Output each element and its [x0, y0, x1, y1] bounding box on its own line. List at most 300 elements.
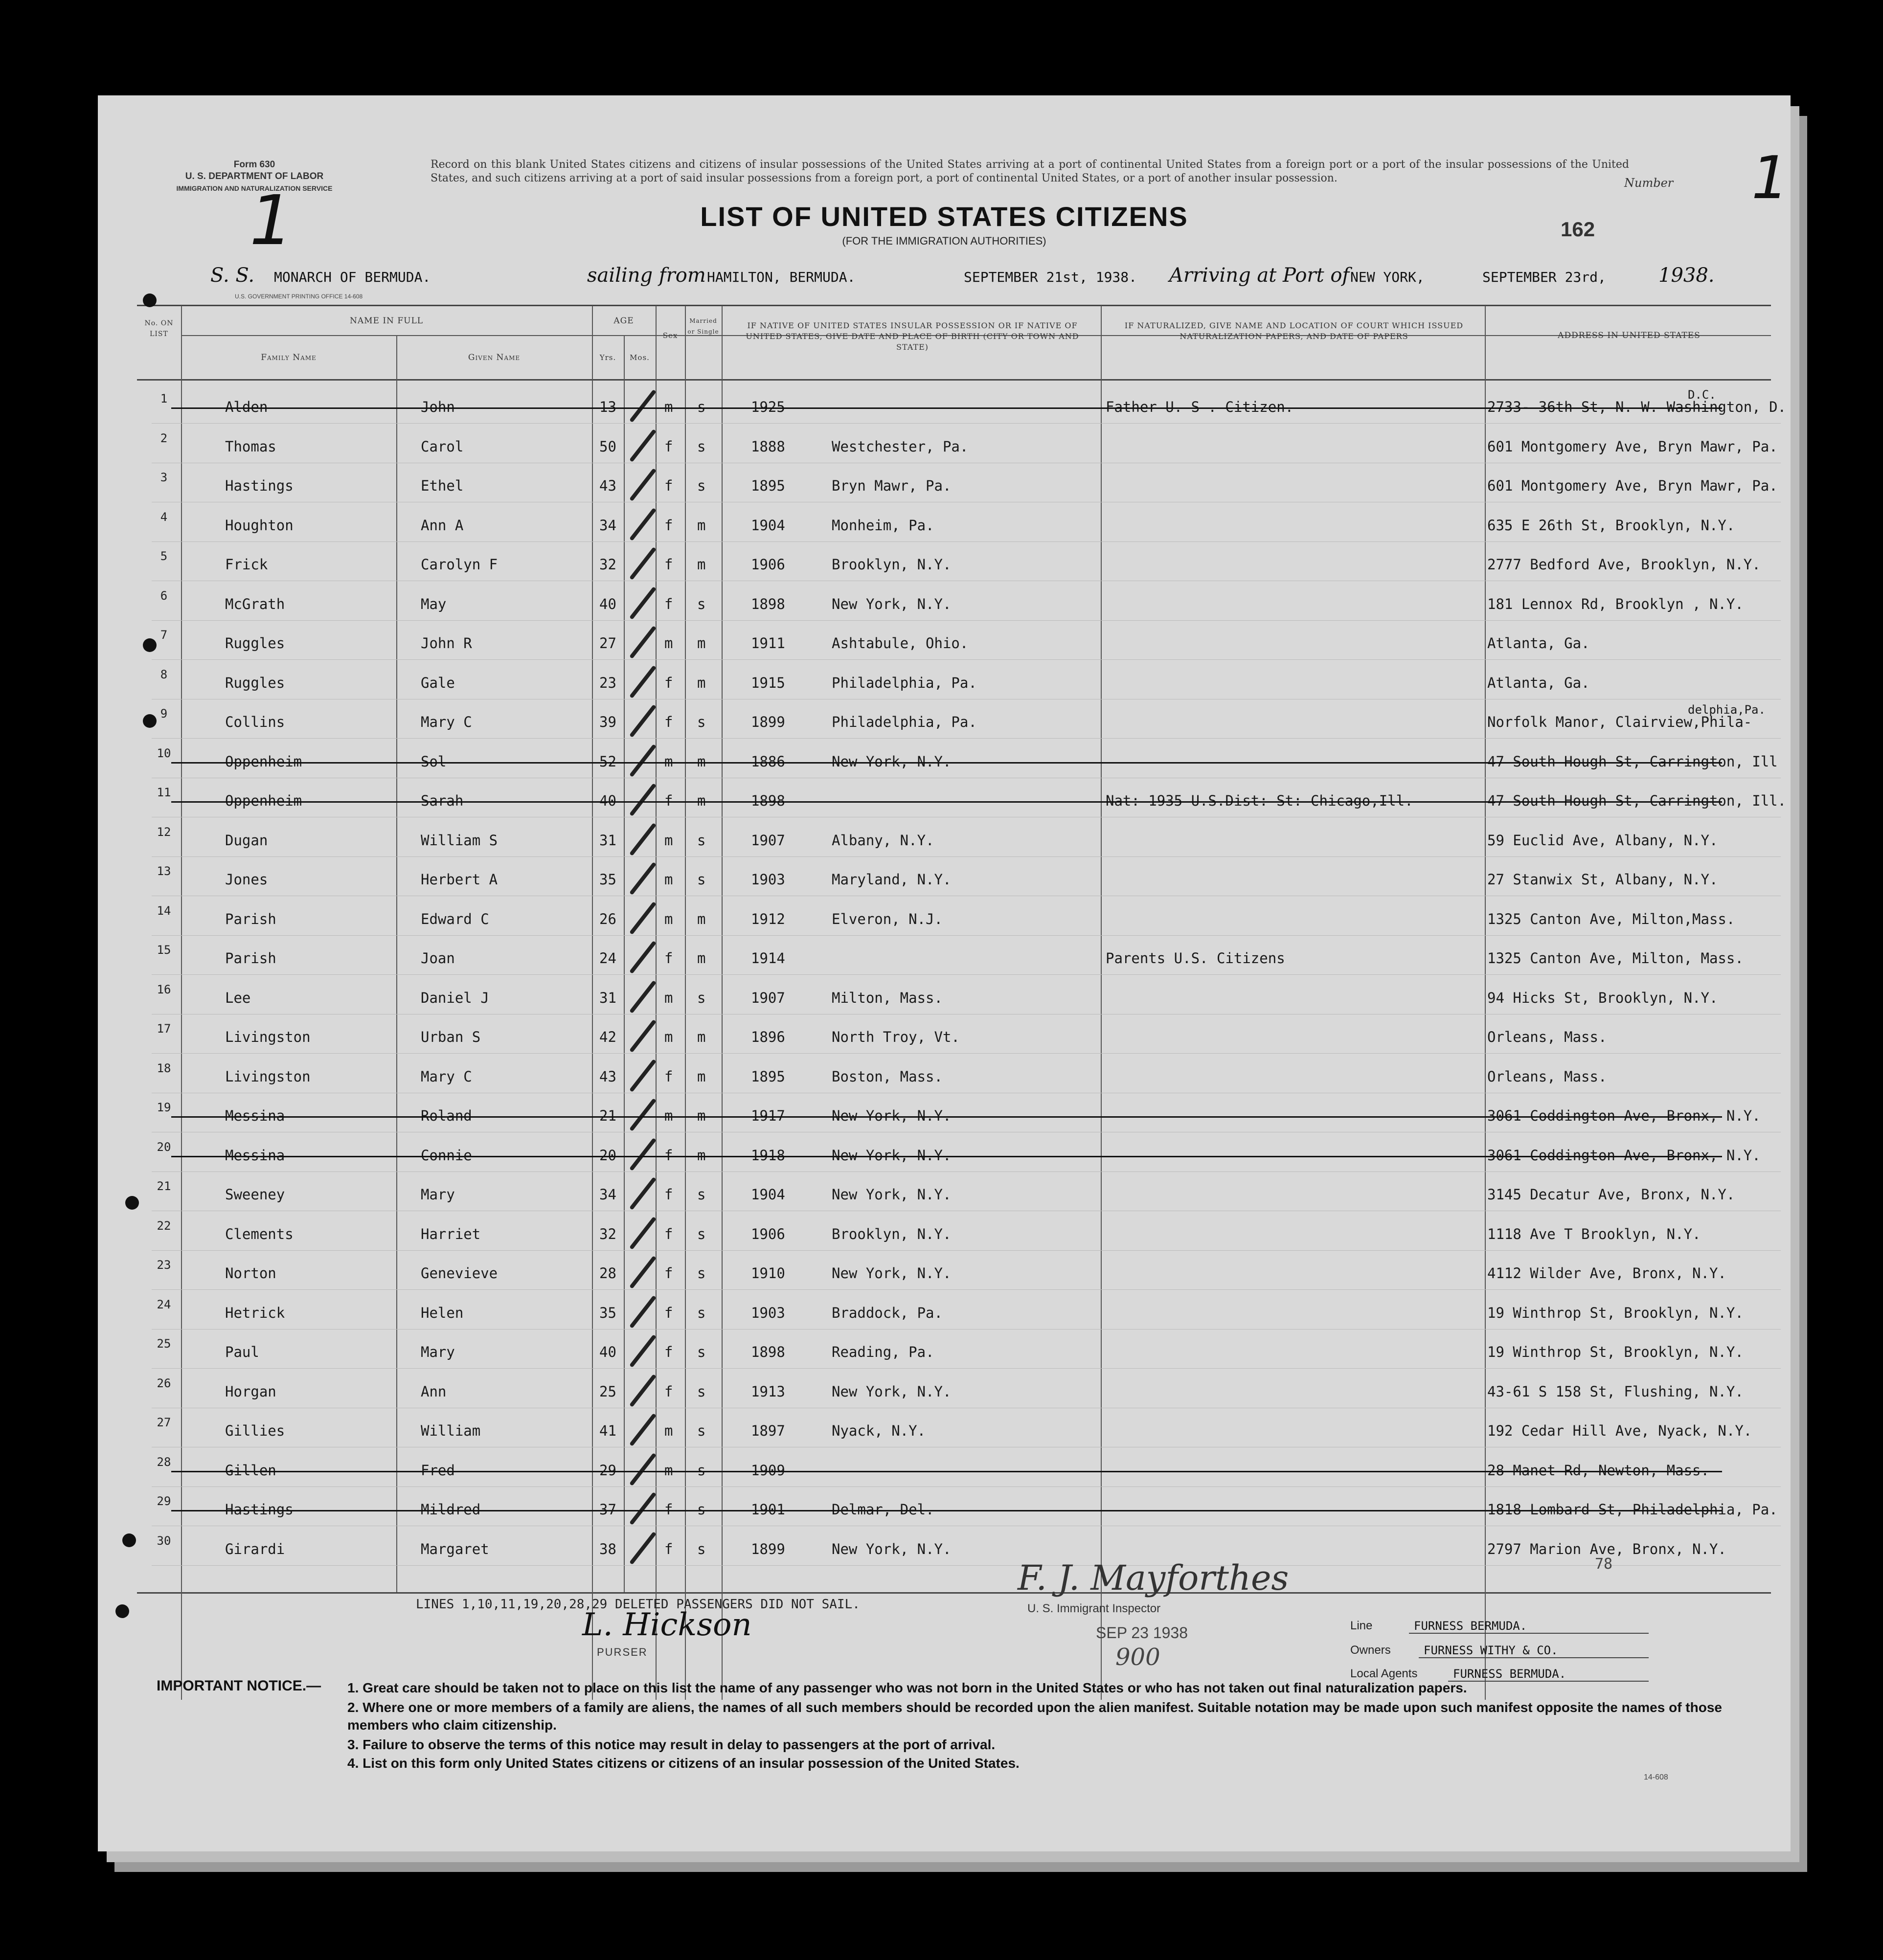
header-address: ADDRESS IN UNITED STATES [1558, 331, 1701, 340]
row-number: 18 [157, 1061, 171, 1075]
sailing-from-label: sailing from [587, 264, 706, 287]
family-name: Houghton [225, 517, 294, 534]
family-name: Alden [225, 399, 268, 415]
given-name: Gale [421, 675, 455, 691]
birth-place: Maryland, N.Y. [832, 871, 952, 888]
marital-status: s [697, 714, 706, 730]
inspection-date-stamp: SEP 23 1938 [1096, 1624, 1188, 1642]
sex: f [664, 1501, 673, 1518]
age-years: 24 [599, 950, 616, 967]
check-mark [629, 1413, 657, 1446]
birth-year: 1906 [751, 1226, 785, 1242]
check-mark [629, 862, 657, 895]
age-years: 35 [599, 1305, 616, 1321]
age-years: 38 [599, 1541, 616, 1557]
sex: f [664, 556, 673, 573]
check-mark [629, 744, 657, 777]
family-name: Clements [225, 1226, 294, 1242]
row-number: 29 [157, 1494, 171, 1508]
check-mark [629, 1492, 657, 1525]
marital-status: m [697, 950, 706, 967]
birth-year: 1895 [751, 1068, 785, 1085]
marital-status: m [697, 675, 706, 691]
marital-status: m [697, 792, 706, 809]
col-divider [396, 335, 397, 1592]
given-name: Ann [421, 1383, 447, 1400]
birth-place: New York, N.Y. [832, 1147, 952, 1164]
check-mark [629, 547, 657, 580]
us-address: 59 Euclid Ave, Albany, N.Y. [1487, 832, 1718, 849]
purser-label: PURSER [597, 1646, 648, 1658]
given-name: Ann A [421, 517, 464, 534]
given-name: Ethel [421, 477, 464, 494]
sex: f [664, 1344, 673, 1360]
given-name: Mary [421, 1186, 455, 1203]
marital-status: s [697, 1462, 706, 1479]
us-address: Atlanta, Ga. [1487, 675, 1590, 691]
age-years: 23 [599, 675, 616, 691]
number-label: Number [1624, 176, 1674, 190]
us-address: 4112 Wilder Ave, Bronx, N.Y. [1487, 1265, 1726, 1282]
given-name: Urban S [421, 1029, 481, 1045]
birth-year: 1918 [751, 1147, 785, 1164]
birth-year: 1901 [751, 1501, 785, 1518]
inspection-time: 900 [1115, 1644, 1160, 1671]
sex: m [664, 990, 673, 1006]
punch-hole [143, 293, 157, 307]
us-address: Orleans, Mass. [1487, 1068, 1607, 1085]
row-rule [152, 541, 1781, 542]
document-title: LIST OF UNITED STATES CITIZENS [700, 201, 1188, 232]
sex: f [664, 1383, 673, 1400]
header-months: Mos. [630, 353, 650, 362]
birth-place: Monheim, Pa. [832, 517, 934, 534]
sex: m [664, 635, 673, 652]
us-address: 28 Manet Rd, Newton, Mass. [1487, 1462, 1709, 1479]
row-rule [152, 1171, 1781, 1172]
family-name: Parish [225, 950, 276, 967]
page-stamp: 162 [1561, 218, 1595, 241]
given-name: Carol [421, 438, 464, 455]
family-name: Norton [225, 1265, 276, 1282]
row-number: 6 [160, 589, 168, 603]
us-address-continued: delphia,Pa. [1688, 703, 1766, 717]
birth-year: 1914 [751, 950, 785, 967]
marital-status: s [697, 1383, 706, 1400]
sex: m [664, 911, 673, 927]
marital-status: m [697, 911, 706, 927]
arriving-label: Arriving at Port of [1169, 264, 1350, 287]
owners-label: Owners [1350, 1644, 1391, 1657]
birth-year: 1898 [751, 1344, 785, 1360]
us-address: 3145 Decatur Ave, Bronx, N.Y. [1487, 1186, 1735, 1203]
given-name: Daniel J [421, 990, 489, 1006]
header-family-name: Family Name [261, 353, 317, 362]
given-name: John [421, 399, 455, 415]
form-instructions: Record on this blank United States citizens and citizens of insular possessions of the United States arriving at a port of continental United States from a foreign port or a port of the insular possessions of the United States, and such citizens arriving at a port of said insular possessions from a foreign port, a port of continental United States, or a port of another insular possession. [431, 158, 1629, 184]
check-mark [629, 1256, 657, 1289]
marital-status: m [697, 517, 706, 534]
marital-status: m [697, 753, 706, 770]
deleted-line-strike [171, 762, 1722, 764]
col-divider [685, 306, 686, 1700]
birth-year: 1903 [751, 1305, 785, 1321]
sex: f [664, 517, 673, 534]
marital-status: m [697, 1068, 706, 1085]
us-address: 3061 Coddington Ave, Bronx, N.Y. [1487, 1147, 1761, 1164]
check-mark [629, 704, 657, 738]
sex: m [664, 399, 673, 415]
number-value: 1 [1751, 144, 1789, 212]
row-number: 10 [157, 746, 171, 760]
row-number: 17 [157, 1022, 171, 1036]
birth-place: Westchester, Pa. [832, 438, 969, 455]
document-subtitle: (FOR THE IMMIGRATION AUTHORITIES) [842, 235, 1046, 247]
age-years: 27 [599, 635, 616, 652]
age-years: 35 [599, 871, 616, 888]
punch-hole [143, 638, 157, 652]
age-years: 20 [599, 1147, 616, 1164]
birth-year: 1895 [751, 477, 785, 494]
family-name: Thomas [225, 438, 276, 455]
header-birth: IF NATIVE OF UNITED STATES INSULAR POSSESSION OR IF NATIVE OF UNITED STATES, GIVE DATE AND PLACE OF BIRTH (CITY OR TOWN AND STATE) [746, 321, 1079, 352]
birth-place: New York, N.Y. [832, 596, 952, 612]
us-address: 3061 Coddington Ave, Bronx, N.Y. [1487, 1107, 1761, 1124]
birth-year: 1886 [751, 753, 785, 770]
sex: f [664, 1226, 673, 1242]
birth-year: 1904 [751, 1186, 785, 1203]
us-address: 94 Hicks St, Brooklyn, N.Y. [1487, 990, 1718, 1006]
given-name: Carolyn F [421, 556, 498, 573]
us-address: 601 Montgomery Ave, Bryn Mawr, Pa. [1487, 477, 1778, 494]
birth-place: New York, N.Y. [832, 1541, 952, 1557]
us-address: 2797 Marion Ave, Bronx, N.Y. [1487, 1541, 1726, 1557]
given-name: Mildred [421, 1501, 481, 1518]
birth-place: Albany, N.Y. [832, 832, 934, 849]
given-name: William S [421, 832, 498, 849]
given-name: Joan [421, 950, 455, 967]
given-name: Edward C [421, 911, 489, 927]
birth-year: 1907 [751, 832, 785, 849]
birth-place: Philadelphia, Pa. [832, 714, 977, 730]
marital-status: s [697, 1265, 706, 1282]
age-years: 21 [599, 1107, 616, 1124]
row-number: 4 [160, 510, 168, 524]
sex: f [664, 596, 673, 612]
sex: f [664, 477, 673, 494]
given-name: Roland [421, 1107, 472, 1124]
birth-year: 1909 [751, 1462, 785, 1479]
family-name: Gillen [225, 1462, 276, 1479]
family-name: Jones [225, 871, 268, 888]
marital-status: s [697, 1541, 706, 1557]
birth-year: 1897 [751, 1422, 785, 1439]
age-years: 40 [599, 792, 616, 809]
form-footer-code: 14-608 [1644, 1773, 1668, 1781]
row-number: 23 [157, 1258, 171, 1272]
col-divider [592, 306, 593, 1700]
us-address: 43-61 S 158 St, Flushing, N.Y. [1487, 1383, 1744, 1400]
birth-place: Reading, Pa. [832, 1344, 934, 1360]
row-rule [152, 1289, 1781, 1290]
sex: m [664, 753, 673, 770]
row-number: 5 [160, 549, 168, 563]
header-years: Yrs. [599, 353, 616, 362]
table-top-rule [137, 305, 1771, 306]
us-address: 1325 Canton Ave, Milton, Mass. [1487, 950, 1744, 967]
given-name: Mary C [421, 1068, 472, 1085]
family-name: Hastings [225, 1501, 294, 1518]
inspector-signature: F. J. Mayforthes [1018, 1558, 1289, 1598]
given-name: Herbert A [421, 871, 498, 888]
birth-year: 1910 [751, 1265, 785, 1282]
row-number: 25 [157, 1337, 171, 1351]
family-name: Ruggles [225, 675, 285, 691]
row-number: 24 [157, 1298, 171, 1311]
age-years: 39 [599, 714, 616, 730]
us-address: 1325 Canton Ave, Milton,Mass. [1487, 911, 1735, 927]
sex: m [664, 1029, 673, 1045]
sex: m [664, 1462, 673, 1479]
age-years: 31 [599, 990, 616, 1006]
sex: f [664, 438, 673, 455]
punch-hole [122, 1533, 136, 1547]
family-name: Girardi [225, 1541, 285, 1557]
birth-place: Elveron, N.J. [832, 911, 943, 927]
birth-place: Boston, Mass. [832, 1068, 943, 1085]
birth-place: New York, N.Y. [832, 753, 952, 770]
birth-place: North Troy, Vt. [832, 1029, 960, 1045]
birth-year: 1898 [751, 792, 785, 809]
check-mark [629, 508, 657, 541]
col-divider [656, 306, 657, 1700]
check-mark [629, 1532, 657, 1565]
deleted-line-strike [171, 1471, 1722, 1472]
us-address: Norfolk Manor, Clairview,Phila- [1487, 714, 1752, 730]
row-number: 16 [157, 983, 171, 996]
row-rule [152, 1053, 1781, 1054]
sex: f [664, 1265, 673, 1282]
row-number: 19 [157, 1101, 171, 1114]
sex: f [664, 1305, 673, 1321]
row-rule [152, 1368, 1781, 1369]
birth-year: 1899 [751, 714, 785, 730]
family-name: Messina [225, 1147, 285, 1164]
family-name: Hastings [225, 477, 294, 494]
family-name: Oppenheim [225, 792, 302, 809]
family-name: Messina [225, 1107, 285, 1124]
deleted-lines-note: LINES 1,10,11,19,20,28,29 DELETED PASSENGERS DID NOT SAIL. [416, 1597, 860, 1612]
service-name: IMMIGRATION AND NATURALIZATION SERVICE [176, 184, 333, 192]
arrival-port: NEW YORK, [1350, 269, 1425, 285]
row-number: 30 [157, 1534, 171, 1548]
marital-status: s [697, 1344, 706, 1360]
header-name-in-full: NAME IN FULL [349, 316, 424, 326]
given-name: Genevieve [421, 1265, 498, 1282]
check-mark [629, 1295, 657, 1329]
given-name: Mary C [421, 714, 472, 730]
age-years: 28 [599, 1265, 616, 1282]
sex: m [664, 1422, 673, 1439]
sex: f [664, 1186, 673, 1203]
check-mark [629, 665, 657, 698]
row-number: 8 [160, 668, 168, 681]
birth-year: 1917 [751, 1107, 785, 1124]
row-number: 12 [157, 825, 171, 839]
birth-place: Nyack, N.Y. [832, 1422, 926, 1439]
us-address: 2733- 36th St, N. W. Washington, D. [1487, 399, 1787, 415]
given-name: Harriet [421, 1226, 481, 1242]
row-number: 27 [157, 1416, 171, 1429]
sex: f [664, 1541, 673, 1557]
check-mark [629, 1019, 657, 1053]
col-divider [624, 335, 625, 1592]
birth-place: New York, N.Y. [832, 1383, 952, 1400]
birth-year: 1912 [751, 911, 785, 927]
sex: f [664, 950, 673, 967]
sex: f [664, 714, 673, 730]
birth-place: New York, N.Y. [832, 1107, 952, 1124]
birth-year: 1899 [751, 1541, 785, 1557]
marital-status: s [697, 871, 706, 888]
row-number: 11 [157, 786, 171, 799]
birth-place: Delmar, Del. [832, 1501, 934, 1518]
row-number: 22 [157, 1219, 171, 1233]
deleted-line-strike [171, 407, 1722, 409]
family-name: McGrath [225, 596, 285, 612]
family-name: Horgan [225, 1383, 276, 1400]
marital-status: m [697, 1029, 706, 1045]
row-number: 20 [157, 1140, 171, 1154]
row-number: 15 [157, 943, 171, 957]
inspector-label: U. S. Immigrant Inspector [1027, 1602, 1161, 1615]
us-address: Atlanta, Ga. [1487, 635, 1590, 652]
us-address: 27 Stanwix St, Albany, N.Y. [1487, 871, 1718, 888]
notice-item-2: 2. Where one or more members of a family are aliens, the names of all such members should be recorded upon the alien manifest. Suitable notation may be made upon such manifest opposite the names of those members who claim citizenship. [347, 1700, 1722, 1733]
col-divider [181, 306, 182, 1700]
us-address: Orleans, Mass. [1487, 1029, 1607, 1045]
given-name: Fred [421, 1462, 455, 1479]
age-years: 32 [599, 556, 616, 573]
birth-year: 1904 [751, 517, 785, 534]
check-mark [629, 586, 657, 620]
check-mark [629, 1177, 657, 1210]
check-mark [629, 626, 657, 659]
deleted-line-strike [171, 1156, 1722, 1157]
family-name: Livingston [225, 1068, 311, 1085]
age-years: 50 [599, 438, 616, 455]
given-name: May [421, 596, 447, 612]
manifest-sheet [98, 95, 1791, 1851]
check-mark [629, 941, 657, 974]
marital-status: m [697, 635, 706, 652]
marital-status: s [697, 1226, 706, 1242]
birth-place: Brooklyn, N.Y. [832, 556, 952, 573]
check-mark [629, 429, 657, 462]
notice-item-4: 4. List on this form only United States citizens or citizens of an insular possession of the United States. [347, 1756, 1020, 1771]
sex: f [664, 1147, 673, 1164]
birth-year: 1898 [751, 596, 785, 612]
naturalization-info: Father U. S . Citizen. [1106, 399, 1294, 415]
row-rule [152, 974, 1781, 975]
marital-status: s [697, 990, 706, 1006]
row-number: 2 [160, 431, 168, 445]
given-name: Sol [421, 753, 447, 770]
birth-year: 1903 [751, 871, 785, 888]
deleted-line-strike [171, 1510, 1722, 1511]
age-years: 52 [599, 753, 616, 770]
row-rule [152, 1565, 1781, 1566]
sex: m [664, 1107, 673, 1124]
us-address: 1118 Ave T Brooklyn, N.Y. [1487, 1226, 1701, 1242]
marital-status: s [697, 1422, 706, 1439]
header-marital-status: Married or Single [687, 317, 719, 335]
age-years: 34 [599, 1186, 616, 1203]
family-name: Gillies [225, 1422, 285, 1439]
family-name: Ruggles [225, 635, 285, 652]
marital-status: s [697, 477, 706, 494]
check-mark [629, 1334, 657, 1368]
departure-date: SEPTEMBER 21st, 1938. [964, 269, 1137, 285]
notice-item-1: 1. Great care should be taken not to place on this list the name of any passenger who was not born in the United States or who has not taken out final naturalization papers. [347, 1680, 1467, 1695]
family-name: Collins [225, 714, 285, 730]
age-years: 32 [599, 1226, 616, 1242]
ss-label: S. S. [210, 264, 255, 287]
row-number: 13 [157, 864, 171, 878]
us-address: 192 Cedar Hill Ave, Nyack, N.Y. [1487, 1422, 1752, 1439]
marital-status: m [697, 1147, 706, 1164]
page-mark: 78 [1595, 1555, 1613, 1573]
age-years: 31 [599, 832, 616, 849]
sex: m [664, 871, 673, 888]
departure-port: HAMILTON, BERMUDA. [707, 269, 856, 285]
marital-status: s [697, 1186, 706, 1203]
row-rule [152, 738, 1781, 739]
marital-status: m [697, 1107, 706, 1124]
age-years: 40 [599, 1344, 616, 1360]
birth-place: Bryn Mawr, Pa. [832, 477, 952, 494]
row-number: 3 [160, 471, 168, 484]
us-address: 601 Montgomery Ave, Bryn Mawr, Pa. [1487, 438, 1778, 455]
marital-status: s [697, 438, 706, 455]
family-name: Paul [225, 1344, 259, 1360]
row-number: 14 [157, 904, 171, 918]
deleted-line-strike [171, 801, 1722, 803]
family-name: Lee [225, 990, 251, 1006]
row-rule [152, 856, 1781, 857]
col-divider [1101, 306, 1102, 1700]
birth-place: Ashtabule, Ohio. [832, 635, 969, 652]
birth-year: 1907 [751, 990, 785, 1006]
check-mark [629, 823, 657, 856]
family-name: Sweeney [225, 1186, 285, 1203]
birth-year: 1925 [751, 399, 785, 415]
birth-place: New York, N.Y. [832, 1265, 952, 1282]
birth-place: Brooklyn, N.Y. [832, 1226, 952, 1242]
deleted-line-strike [171, 1116, 1722, 1118]
check-mark [629, 980, 657, 1014]
age-years: 25 [599, 1383, 616, 1400]
us-address: 47 South Hough St, Carrington, Ill [1487, 753, 1778, 770]
notice-heading: IMPORTANT NOTICE.— [157, 1678, 321, 1694]
birth-place: Milton, Mass. [832, 990, 943, 1006]
ship-name: MONARCH OF BERMUDA. [274, 269, 431, 285]
row-rule [152, 659, 1781, 660]
row-number: 1 [160, 392, 168, 406]
purser-signature: L. Hickson [582, 1607, 752, 1643]
agents-label: Local Agents [1350, 1667, 1418, 1680]
punch-hole [125, 1196, 139, 1210]
